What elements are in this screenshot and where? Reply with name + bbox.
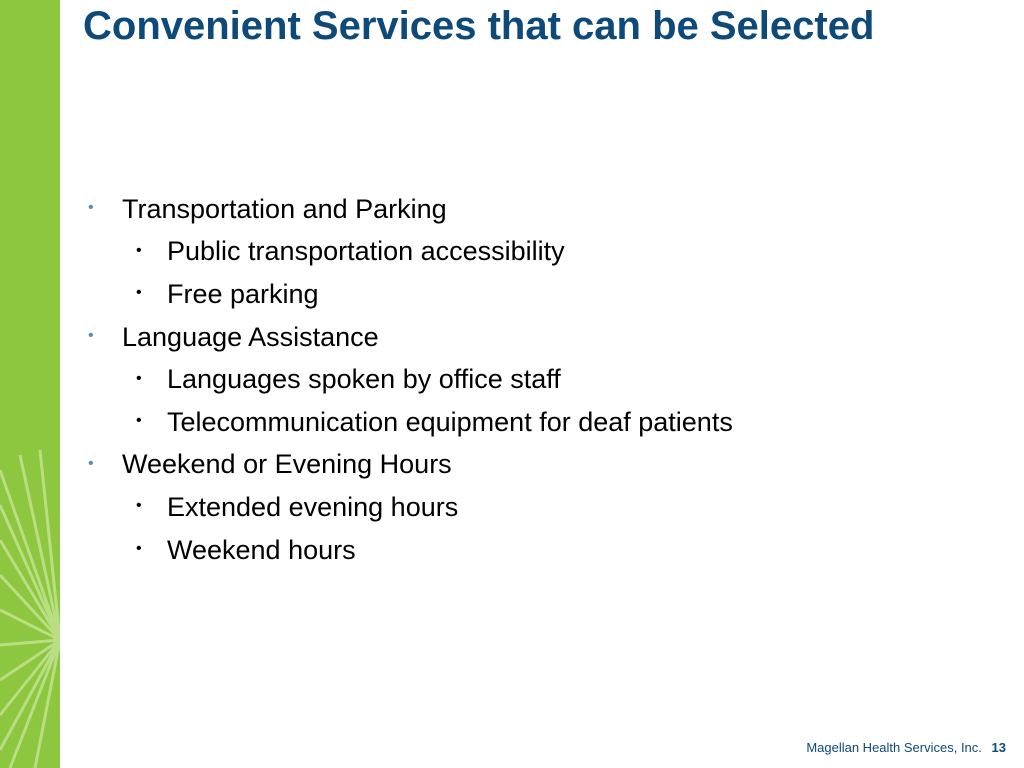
sub-bullet-text: Languages spoken by office staff (167, 364, 561, 395)
bullet-item (88, 188, 988, 231)
bullet-dot-icon: • (136, 369, 142, 387)
bullet-dot-icon: • (88, 327, 94, 345)
bullet-dot-icon: • (88, 199, 94, 217)
sub-bullet-item (88, 401, 988, 444)
bullet-text: Language Assistance (122, 321, 379, 352)
bullet-dot-icon: • (136, 241, 142, 259)
sub-bullet-item (88, 273, 988, 316)
sub-bullet-text: Free parking (167, 278, 319, 309)
sub-bullet-text: Telecommunication equipment for deaf patients (167, 406, 733, 437)
bullet-dot-icon: • (136, 412, 142, 430)
bullet-dot-icon: • (136, 540, 142, 558)
bullet-dot-icon: • (136, 284, 142, 302)
sub-bullet-item (88, 486, 988, 529)
footer-company: Magellan Health Services, Inc. (806, 740, 982, 755)
sub-bullet-item (88, 529, 988, 572)
sub-bullet-item (88, 358, 988, 401)
bullet-list (88, 188, 988, 571)
page-number: 13 (991, 740, 1006, 755)
bullet-dot-icon: • (88, 454, 94, 472)
decorative-sidebar (0, 0, 60, 768)
bullet-text: Weekend or Evening Hours (122, 449, 452, 480)
bullet-text: Transportation and Parking (122, 193, 447, 224)
sub-bullet-item (88, 231, 988, 274)
leaf-pattern-icon (0, 0, 60, 768)
slide-footer (806, 740, 1006, 755)
sub-bullet-text: Extended evening hours (167, 491, 459, 522)
bullet-dot-icon: • (136, 497, 142, 515)
bullet-item (88, 444, 988, 487)
sub-bullet-text: Weekend hours (167, 534, 356, 565)
bullet-item (88, 316, 988, 359)
slide-title: Convenient Services that can be Selected (83, 4, 875, 48)
sub-bullet-text: Public transportation accessibility (167, 236, 565, 267)
